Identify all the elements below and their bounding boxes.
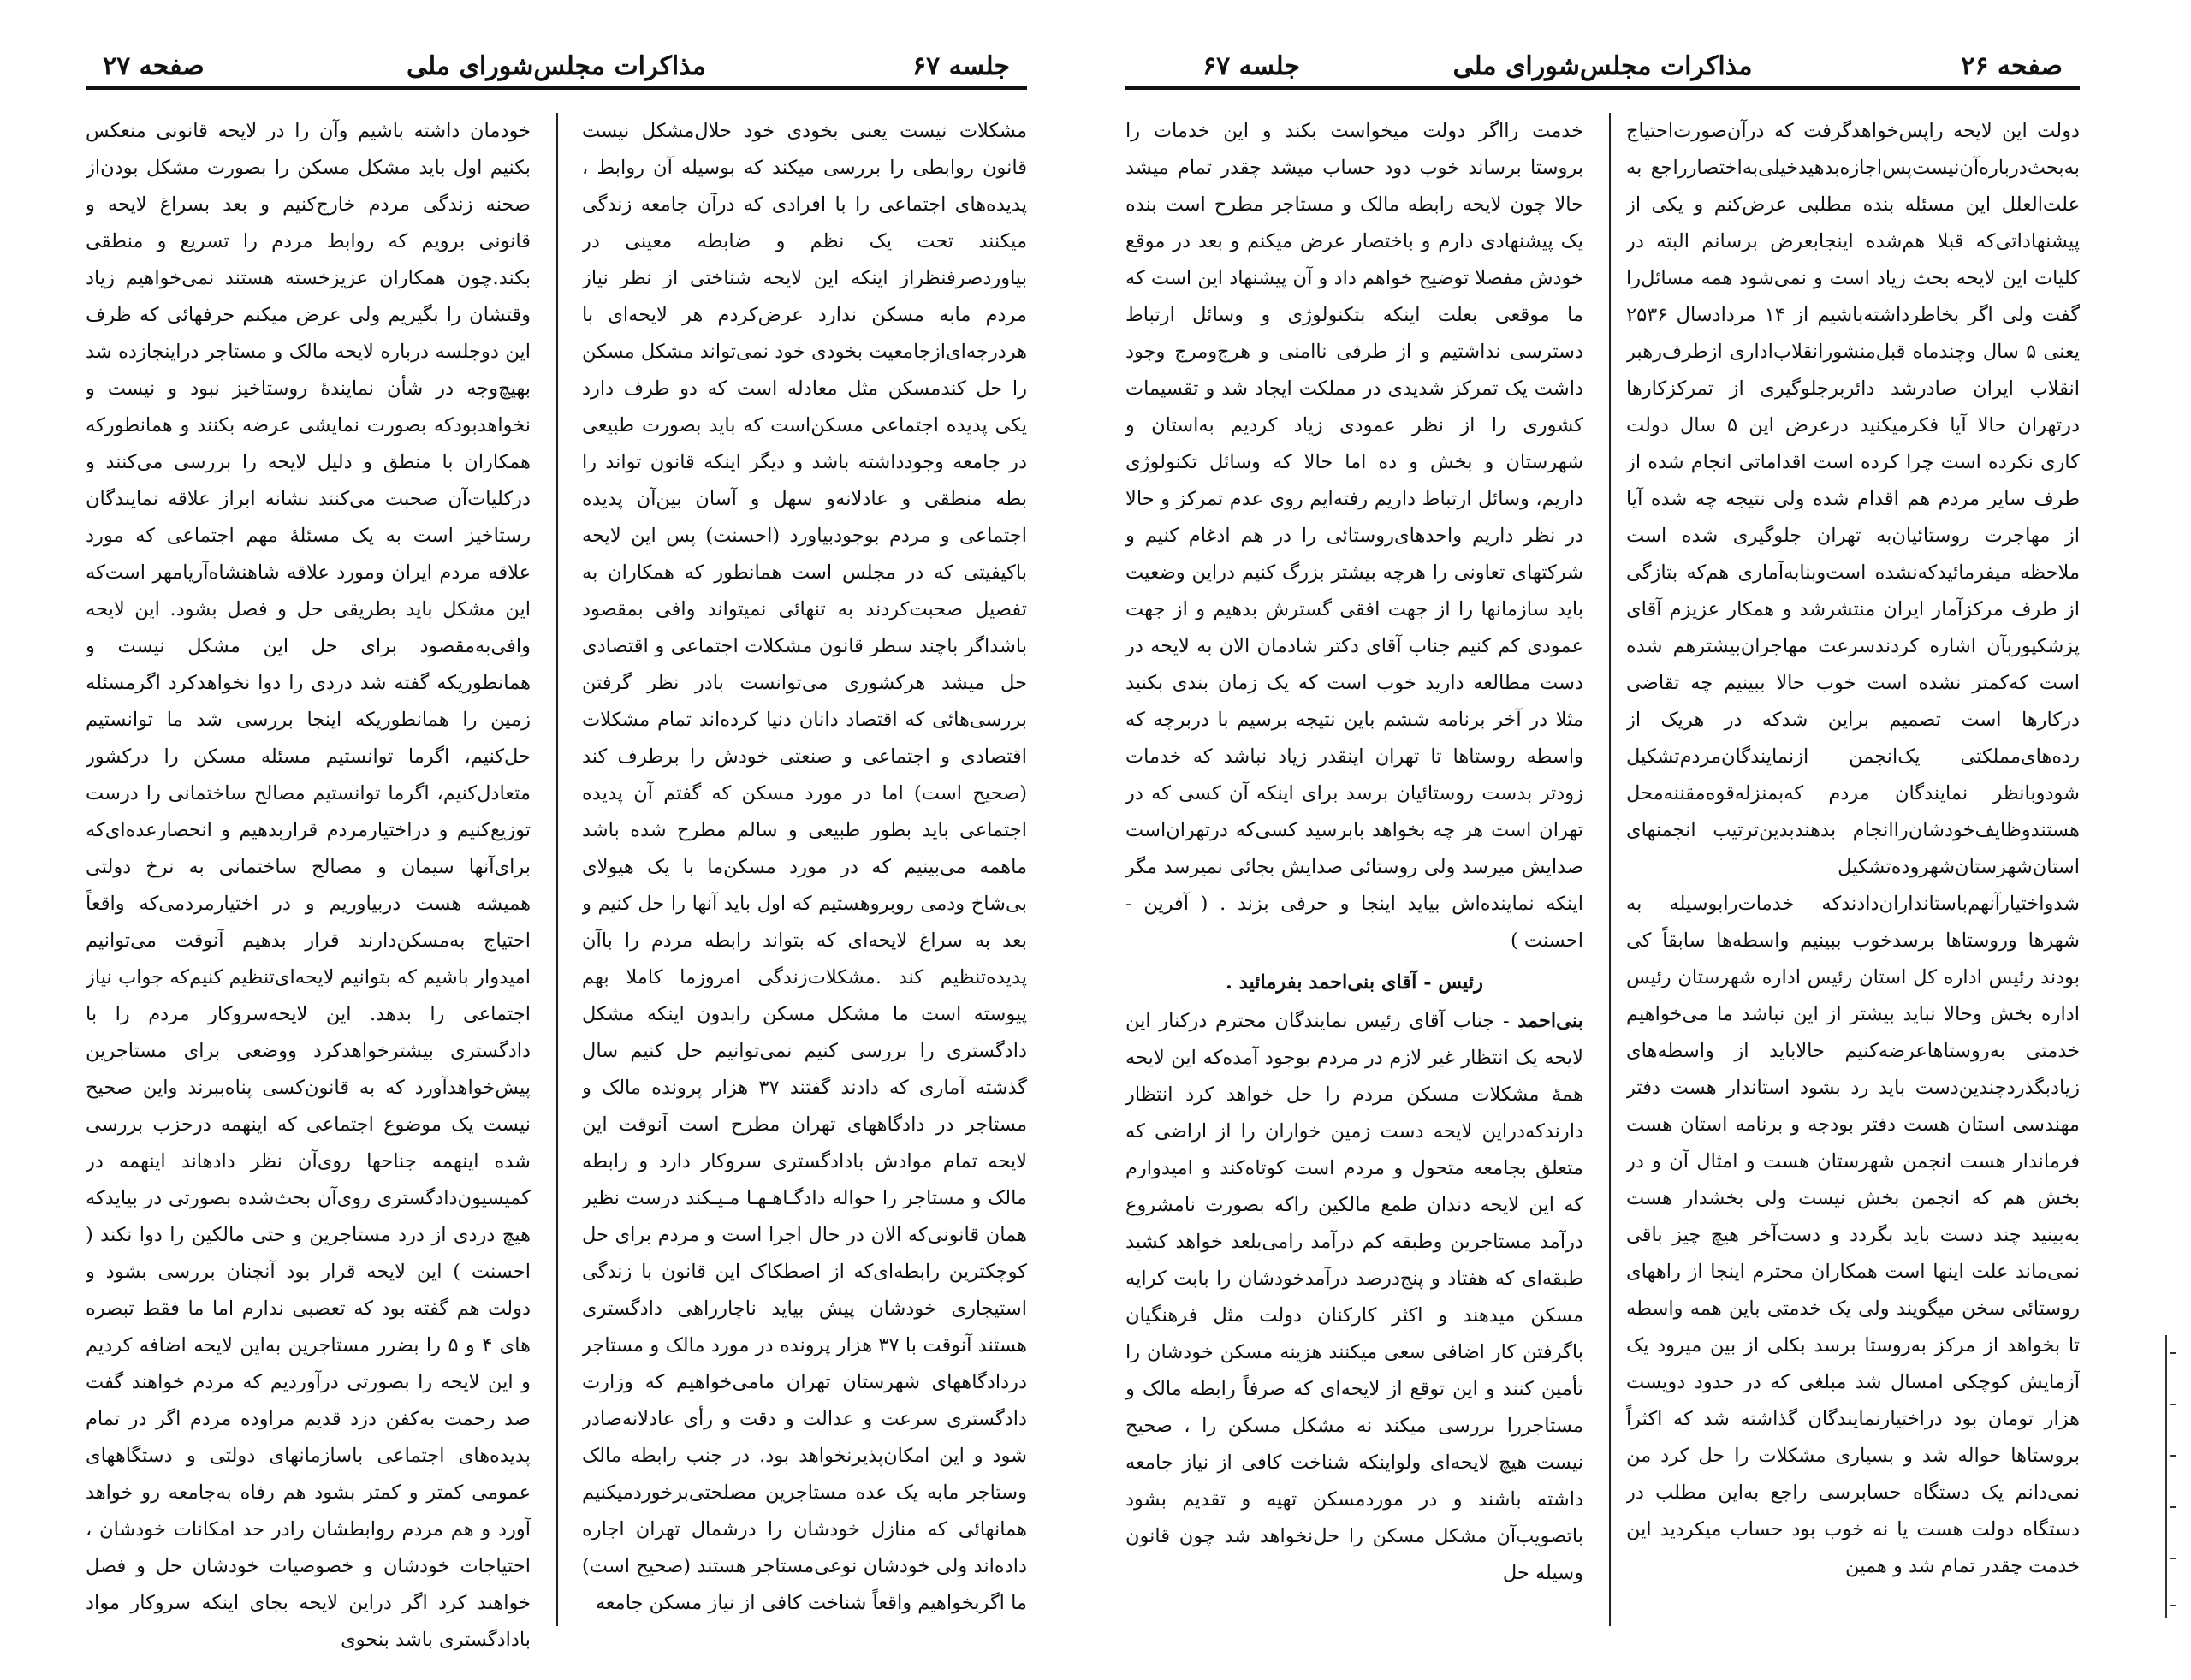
page-header bbox=[1125, 51, 2080, 90]
speaker-text: - جناب آقای رئیس نمایندگان محترم درکنار این لایحه یک انتظار غیر لازم در مردم بوجود آمده‌که این لایحه همهٔ مشکلات مسکن مردم را حل خواهد کرد انتظار دارند‌که‌دراین لایحه دست زمین خواران را از اراضی که متعلق بجامعه متحول و مردم است کوتاه‌کند و امیدوارم که این لایحه دندان طمع مالکین راکه بصورت نامشروع درآمد مستاجرین وطبقه کم درآمد رامی‌بلعد خواهد کشید طبقه‌ای که هفتاد و پنج‌درصد درآمدخودشان را بابت کرایه مسکن میدهند و اکثر کارکنان دولت مثل فرهنگیان باگرفتن کار اضافی سعی میکنند هزینه مسکن خودشان را تأمین کنند و این توقع از لایحه‌ای که صرفاً رابطه مالک و مستاجررا بررسی میکند نه مشکل مسکن را ، صحیح نیست هیچ لایحه‌ای ولواینکه شناخت کافی از نیاز جامعه داشته باشند و در موردمسکن تهیه و تقدیم بشود باتصویب‌آن مشکل مسکن را حل‌نخواهد شد چون قانون وسیله حل bbox=[1125, 1010, 1583, 1584]
journal-title: مذاکرات مجلس‌شورای ملی bbox=[406, 51, 707, 81]
column-right bbox=[582, 113, 1027, 1660]
journal-title: مذاکرات مجلس‌شورای ملی bbox=[1452, 51, 1753, 81]
paragraph: خودمان داشته باشیم وآن را در لایحه قانونی منعکس بکنیم اول باید مشکل مسکن را بصورت مشکل بودن‌از صحنه زندگی مردم خارج‌کنیم و بعد بسراغ لایحه و قانونی برویم که روابط مردم را تسریع و منطقی بکند.چون همکاران عزیزخسته هستند نمی‌خواهیم زیاد وقتشان را بگیریم ولی عرض میکنم حرفهائی که ظرف این دوجلسه درباره لایحه مالک و مستاجر دراینجازده شد بهیچ‌وجه در شأن نمایندهٔ روستاخیز نبود و نیست و نخواهدبود‌که بصورت نمایشی عرضه بکنند و همانطورکه همکاران با منطق و دلیل لایحه را بررسی می‌کنند و درکلیات‌آن صحبت می‌کنند نشانه ابراز علاقه نمایندگان رستاخیز است به یک مسئلهٔ مهم اجتماعی که مورد علاقه مردم ایران ومورد علاقه شاهنشاه‌آریامهر است‌که این مشکل باید بطریقی حل و فصل بشود. این لایحه وافی‌به‌مقصود برای حل این مشکل نیست و همانطوریکه گفته شد دردی را دوا نخواهد‌کرد اگرمسئله زمین را همانطوریکه اینجا بررسی شد ما توانستیم حل‌کنیم، اگرما توانستیم مسئله مسکن را درکشور متعادل‌کنیم، اگرما توانستیم مصالح ساختمانی را درست توزیع‌کنیم و دراختیارمردم قراربدهیم و انحصارعده‌ای‌که برای‌آنها سیمان و مصالح ساختمانی به نرخ دولتی همیشه هست دربیاوریم و در اختیارمردمی‌که واقعاً احتیاج به‌مسکن‌دارند قرار بدهیم آنوقت می‌توانیم امیدوار باشیم که بتوانیم لایحه‌ای‌تنظیم کنیم‌که جواب نیاز اجتماعی را بدهد. این لایحه‌سروکار مردم را با دادگستری بیشترخواهدکرد ووضعی برای مستاجرین پیش‌خواهدآورد که به قانون‌کسی پناه‌ببرند واین صحیح نیست یک موضوع اجتماعی که اینهمه درحزب بررسی شده اینهمه جناحها روی‌آن نظر دادهاند اینهمه در کمیسیون‌دادگستری روی‌آن بحث‌شده بصورتی در بیایدکه هیچ دردی از درد مستاجرین و حتی مالکین را دوا نکند ( احسنت ) این لایحه قرار بود آنچنان بررسی بشود و دولت هم گفته بود که تعصبی ندارم اما ما فقط تبصره های ۴ و ۵ را بضرر مستاجرین به‌این لایحه اضافه کردیم و این لایحه را بصورتی درآوردیم که مردم خواهند گفت صد رحمت به‌کفن دزد قدیم مراوده مردم اگر در تمام پدیده‌های اجتماعی باسازمانهای دولتی و دستگاههای عمومی کمتر و کمتر بشود هم رفاه به‌جامعه رو خواهد آورد و هم مردم روابطشان رادر حد امکانات خودشان ، احتیاجات خودشان و خصوصیات خودشان حل و فصل خواهند کرد اگر دراین لایحه بجای اینکه سروکار مواد بادادگستری باشد بنحوی bbox=[86, 120, 531, 1651]
paragraph: خدمت رااگر دولت میخواست بکند و این خدمات را بروستا برساند خوب دود حساب میشد چقدر تمام میشد حالا چون لایحه رابطه مالک و مستاجر مطرح است بنده یک پیشنهادی دارم و باختصار عرض میکنم و بعد در موقع خودش مفصلا توضیح خواهم داد و آن پیشنهاد این است که ما موقعی بعلت اینکه بتکنولوژی و وسائل ارتباط دسترسی نداشتیم و از طرفی ناامنی و هرج‌ومرج وجود داشت یک تمرکز شدیدی در مملکت ایجاد شد و تقسیمات کشوری را از نظر عمودی زیاد کردیم به‌استان و شهرستان و بخش و ده اما حالا که وسائل تکنولوژی داریم، وسائل ارتباط داریم رفته‌ایم روی عدم تمرکز و حالا در نظر داریم واحدهای‌روستائی را در هم ادغام کنیم و شرکتهای تعاونی را هرچه بیشتر بزرگ کنیم دراین وضعیت باید سازمانها را از جهت افقی گسترش بدهیم و از جهت عمودی کم کنیم جناب آقای دکتر شادمان الان به لایحه در دست مطالعه دارید خوب است که یک زمان بندی بکنید مثلا در آخر برنامه ششم باین نتیجه برسیم با دربرچه که واسطه روستاها تا تهران اینقدر زیاد نباشد که خدمات زودتر بدست روستائیان برسد برای اینکه آن کسی که در تهران است هر چه بخواهد بابرسید کسی‌که درتهران‌است صدایش میرسد ولی روستائی صدایش بجائی نمیرسد مگر اینکه نماینده‌اش بیاید اینجا و حرفی بزند . ( آفرین - احسنت ) bbox=[1125, 120, 1583, 952]
speaker-line: رئیس - آقای بنی‌احمد بفرمائید . bbox=[1225, 971, 1484, 994]
column-divider bbox=[556, 113, 558, 1626]
session-label: جلسه ۶۷ bbox=[911, 51, 1010, 81]
column-right bbox=[1626, 113, 2080, 1660]
page-27 bbox=[86, 51, 1027, 1660]
text-columns bbox=[1125, 113, 2080, 1660]
page-edge-marks bbox=[2165, 1335, 2179, 1618]
page-header bbox=[86, 51, 1027, 90]
paragraph: مشکلات نیست یعنی بخودی خود حلال‌مشکل نیست قانون روابطی را بررسی میکند که بوسیله آن روابط ، پدیده‌های اجتماعی را با افرادی که درآن جامعه زندگی میکنند تحت یک نظم و ضابطه معینی در بیاوردصرفنظراز اینکه این لایحه شناختی از نظر نیاز مردم مابه مسکن ندارد عرض‌کردم هر لایحه‌ای با هردرجه‌ای‌ازجامعیت بخودی خود نمی‌تواند مشکل مسکن را حل کندمسکن مثل معادله است که دو طرف دارد یکی پدیده اجتماعی مسکن‌است که باید بصورت طبیعی در جامعه وجودداشته باشد و دیگر اینکه قانون تواند را بطه منطقی و عادلانه‌و سهل و آسان بین‌آن پدیده اجتماعی و مردم بوجودبیاورد (احسنت) پس این لایحه باکیفیتی که در مجلس است همانطور که همکاران به تفصیل صحبت‌کردند به تنهائی نمیتواند وافی بمقصود باشداگر باچند سطر قانون مشکلات اجتماعی و اقتصادی حل میشد هرکشوری می‌توانست بادر نظر گرفتن بررسی‌هائی که اقتصاد دانان دنیا کرده‌اند تمام مشکلات اقتصادی و اجتماعی و صنعتی خودش را برطرف کند (صحیح است) اما در مورد مسکن که گفتم آن پدیده اجتماعی باید بطور طبیعی و سالم مطرح شده باشد ماهمه می‌بینیم که در مورد مسکن‌ما با یک هیولای بی‌شاخ ودمی روبروهستیم که اول باید آنها را حل کنیم و بعد به سراغ لایحه‌ای که بتواند رابطه مردم را باآن پدیده‌تنظیم کند .مشکلات‌زندگی امروزما کاملا بهم پیوسته است ما مشکل مسکن رابدون اینکه مشکل دادگستری را بررسی کنیم نمی‌توانیم حل کنیم سال گذشته آماری که دادند گفتند ۳۷ هزار پرونده مالک و مستاجر در دادگاههای تهران مطرح است آنوقت این لایحه تمام موادش بادادگستری سروکار دارد و رابطه مالک و مستاجر را حواله دادگـاهـهـا مـیـکند درست نظیر همان قانونی‌که الان در حال اجرا است و مردم برای حل کوچکترین رابطه‌ای‌که از اصطکاک این قانون با زندگی استیجاری خودشان پیش بیاید ناچارراهی دادگستری هستند آنوقت با ۳۷ هزار پرونده در مورد مالک و مستاجر دردادگاههای شهرستان تهران مامی‌خواهیم که وزارت دادگستری سرعت و عدالت و دقت و رأی عادلانه‌صادر شود و این امکان‌پذیرنخواهد بود. در جنب رابطه مالک وستاجر مابه یک عده مستاجرین مصلحتی‌برخوردمیکنیم همانهائی که منازل خودشان را درشمال تهران اجاره داده‌اند ولی خودشان نوعی‌مستاجر هستند (صحیح است) ما اگربخواهیم واقعاً شناخت کافی از نیاز مسکن جامعه bbox=[582, 120, 1027, 1614]
column-left bbox=[86, 113, 531, 1660]
text-columns bbox=[86, 113, 1027, 1660]
page-26 bbox=[1125, 51, 2080, 1660]
column-divider bbox=[1609, 113, 1611, 1626]
column-left bbox=[1125, 113, 1583, 1660]
speaker-name: بنی‌احمد bbox=[1517, 1010, 1583, 1032]
paragraph: دولت این لایحه راپس‌خواهدگرفت که درآن‌صورت‌احتیاج به‌بحث‌درباره‌آن‌نیست‌پس‌اجازه‌بدهیدخیلی‌به‌اختصار‌راجع به علت‌العلل این مسئله بنده مطلبی عرض‌کنم و یکی از پیشنهاداتی‌که قبلا هم‌شده اینجابعرض برسانم البته در کلیات این لایحه بحث زیاد است و نمی‌شود همه مسائل‌را گفت ولی اگر بخاطرداشته‌باشیم از ۱۴ مردادسال ۲۵۳۶ یعنی ۵ سال وچندماه قبل‌منشورانقلاب‌اداری ازطرف‌رهبر انقلاب ایران صادرشد دائربرجلوگیری از تمرکز‌کارها درتهران حالا آیا فکرمیکنید درعرض این ۵ سال دولت کاری نکرده است چرا کرده است اقداماتی انجام شده از طرف سایر مردم هم اقدام شده ولی نتیجه چه شده آیا از مهاجرت روستائیان‌به تهران جلوگیری شده است ملاحظه میفرمائیدکه‌نشده است‌وبنابه‌آماری هم‌که بتازگی از طرف مرکزآمار ایران منتشرشد و همکار عزیزم آقای پزشکپور‌بآن اشاره کردندسرعت مهاجران‌بیشترهم شده است که‌کمتر نشده است خوب حالا ببینیم چه تقاضی درکارها است تصمیم براین شدکه در هریک از رده‌های‌مملکتی یک‌انجمن ازنمایندگان‌مردم‌تشکیل شودوبانظر نمایندگان مردم که‌بمنزله‌قوه‌مقننه‌محل هستندوظایف‌خودشان‌راانجام بدهندبدین‌ترتیب انجمنهای استان‌شهرستان‌شهروده‌تشکیل شدواختیارآنهم‌باستانداران‌دادندکه خدمات‌را‌بوسیله به شهرها وروستاها برسدخوب ببینیم واسطه‌ها سابقاً کی بودند رئیس اداره کل استان رئیس اداره شهرستان رئیس اداره بخش وحالا نباید بیشتر از این نباشد ما می‌خواهیم خدمتی به‌روستاها‌عرضه‌کنیم حالاباید از واسطه‌های زیادبگذرد‌چندین‌دست باید رد بشود استاندار هست دفتر مهندسی استان هست دفتر بودجه و برنامه استان هست فرماندار هست انجمن شهرستان هست و امثال آن و در بخش هم که انجمن بخش نیست ولی بخشدار هست به‌بینید چند دست باید بگردد و دست‌آخر هیچ چیز باقی نمی‌ماند علت اینها است همکاران محترم اینجا از راههای روستائی سخن میگویند ولی یک خدمتی باین همه واسطه تا بخواهد از مرکز به‌روستا برسد بکلی از بین میرود یک آزمایش کوچکی امسال شد مبلغی که در حدود دویست هزار تومان بود دراختیارنمایندگان گذاشته شد که اکثراً بروستاها حواله شد و بسیاری مشکلات را حل کرد من نمی‌دانم یک دستگاه حسابرسی راجع به‌این مطلب در دستگاه دولت هست یا نه خوب بود حساب میکردید این خدمت چقدر تمام شد و همین bbox=[1626, 120, 2080, 1577]
speaker-paragraph bbox=[1125, 1003, 1583, 1592]
page-number: صفحه ۲۶ bbox=[1961, 51, 2063, 81]
page-number: صفحه ۲۷ bbox=[103, 51, 205, 81]
session-label: جلسه ۶۷ bbox=[1202, 51, 1301, 81]
